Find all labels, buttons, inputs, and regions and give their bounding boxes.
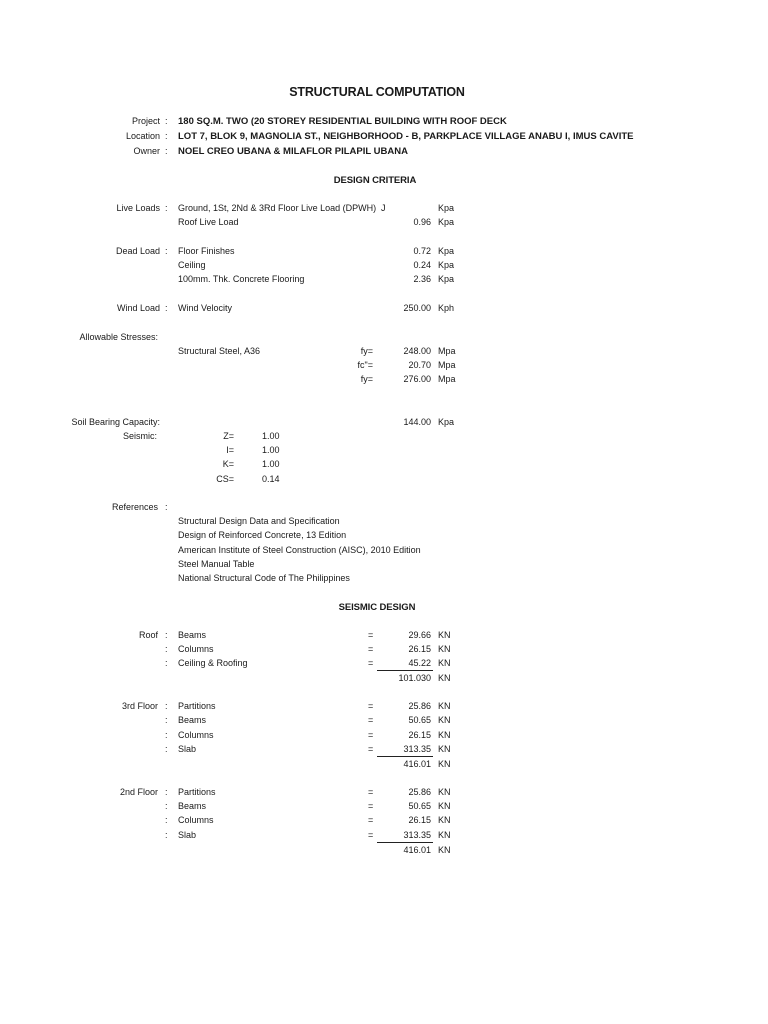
group-label: 2nd Floor	[119, 787, 158, 797]
colon: :	[165, 246, 168, 256]
colon: :	[165, 830, 168, 840]
seismic-design-heading: SEISMIC DESIGN	[338, 602, 416, 613]
colon: :	[165, 787, 168, 797]
group-total: 416.01	[403, 845, 431, 855]
item-unit: KN	[438, 830, 451, 840]
structural-steel-desc: Structural Steel, A36	[178, 346, 261, 356]
stress-symbol: fy=	[360, 374, 373, 384]
item-desc: Columns	[178, 815, 214, 825]
equals-sign: =	[368, 787, 374, 797]
equals-sign: =	[368, 658, 374, 668]
stress-unit: Mpa	[438, 374, 456, 384]
reference-item: Design of Reinforced Concrete, 13 Edition	[178, 530, 347, 540]
roof-live-load-desc: Roof Live Load	[178, 217, 239, 227]
group-label: 3rd Floor	[121, 701, 158, 711]
stress-value: 276.00	[403, 374, 431, 384]
soil-bearing-unit: Kpa	[438, 417, 455, 427]
seismic-value: 1.00	[262, 459, 280, 469]
item-value: 50.65	[408, 801, 431, 811]
colon: :	[165, 801, 168, 811]
item-desc: Slab	[178, 744, 197, 754]
wind-velocity-unit: Kph	[438, 303, 455, 313]
page-title: STRUCTURAL COMPUTATION	[289, 85, 465, 99]
dead-load-value: 0.24	[413, 260, 431, 270]
total-underline	[377, 756, 433, 757]
colon: :	[165, 303, 168, 313]
item-value: 25.86	[408, 787, 431, 797]
owner-label: Owner	[133, 146, 160, 156]
item-desc: Ceiling & Roofing	[178, 658, 248, 668]
dead-load-desc: Floor Finishes	[178, 246, 235, 256]
item-value: 26.15	[408, 815, 431, 825]
seismic-symbol: CS=	[216, 474, 234, 484]
roof-live-load-value: 0.96	[413, 217, 431, 227]
item-desc: Columns	[178, 644, 214, 654]
live-load-desc: Ground, 1St, 2Nd & 3Rd Floor Live Load (DPWH)	[178, 203, 377, 213]
seismic-label: Seismic:	[122, 431, 157, 441]
colon: :	[165, 502, 168, 512]
item-desc: Columns	[178, 730, 214, 740]
stress-unit: Mpa	[438, 360, 456, 370]
item-unit: KN	[438, 701, 451, 711]
dead-load-unit: Kpa	[438, 274, 455, 284]
equals-sign: =	[368, 830, 374, 840]
item-desc: Partitions	[178, 701, 216, 711]
item-desc: Slab	[178, 830, 197, 840]
reference-item: American Institute of Steel Construction (AISC), 2010 Edition	[178, 545, 421, 555]
seismic-value: 1.00	[262, 445, 280, 455]
equals-sign: =	[368, 730, 374, 740]
wind-velocity-value: 250.00	[403, 303, 431, 313]
group-label: Roof	[138, 630, 158, 640]
equals-sign: =	[368, 815, 374, 825]
stress-value: 248.00	[403, 346, 431, 356]
soil-bearing-value: 144.00	[403, 417, 431, 427]
equals-sign: =	[368, 644, 374, 654]
colon: :	[165, 131, 168, 141]
dead-load-unit: Kpa	[438, 246, 455, 256]
item-value: 45.22	[408, 658, 431, 668]
reference-item: Steel Manual Table	[178, 559, 255, 569]
item-unit: KN	[438, 658, 451, 668]
colon: :	[165, 658, 168, 668]
group-total-unit: KN	[438, 759, 451, 769]
colon: :	[165, 644, 168, 654]
colon: :	[165, 701, 168, 711]
equals-sign: =	[368, 630, 374, 640]
equals-sign: =	[368, 744, 374, 754]
item-value: 26.15	[408, 730, 431, 740]
item-value: 50.65	[408, 715, 431, 725]
colon: :	[165, 744, 168, 754]
roof-live-load-unit: Kpa	[438, 217, 455, 227]
project-label: Project	[131, 116, 160, 126]
item-unit: KN	[438, 815, 451, 825]
equals-sign: =	[368, 715, 374, 725]
group-total: 101.030	[398, 673, 431, 683]
item-value: 29.66	[408, 630, 431, 640]
item-value: 25.86	[408, 701, 431, 711]
owner-value: NOEL CREO UBANA & MILAFLOR PILAPIL UBANA	[178, 146, 408, 157]
soil-bearing-label: Soil Bearing Capacity:	[71, 417, 160, 427]
item-unit: KN	[438, 787, 451, 797]
item-unit: KN	[438, 644, 451, 654]
item-desc: Beams	[178, 630, 207, 640]
dead-load-label: Dead Load	[115, 246, 160, 256]
stress-unit: Mpa	[438, 346, 456, 356]
item-unit: KN	[438, 744, 451, 754]
wind-load-label: Wind Load	[116, 303, 160, 313]
allowable-stresses-label: Allowable Stresses:	[79, 332, 158, 342]
dead-load-unit: Kpa	[438, 260, 455, 270]
item-desc: Beams	[178, 715, 207, 725]
total-underline	[377, 670, 433, 671]
dead-load-value: 0.72	[413, 246, 431, 256]
colon: :	[165, 730, 168, 740]
stress-value: 20.70	[408, 360, 431, 370]
item-desc: Beams	[178, 801, 207, 811]
reference-item: National Structural Code of The Philippines	[178, 573, 350, 583]
reference-item: Structural Design Data and Specification	[178, 516, 340, 526]
seismic-value: 1.00	[262, 431, 280, 441]
item-value: 313.35	[403, 744, 431, 754]
group-total: 416.01	[403, 759, 431, 769]
colon: :	[165, 116, 168, 126]
colon: :	[165, 203, 168, 213]
group-total-unit: KN	[438, 845, 451, 855]
item-unit: KN	[438, 730, 451, 740]
dead-load-desc: 100mm. Thk. Concrete Flooring	[178, 274, 305, 284]
dead-load-value: 2.36	[413, 274, 431, 284]
colon: :	[165, 815, 168, 825]
item-value: 26.15	[408, 644, 431, 654]
live-load-mark: J	[381, 203, 386, 213]
references-label: References	[111, 502, 158, 512]
total-underline	[377, 842, 433, 843]
colon: :	[165, 715, 168, 725]
stress-symbol: fy=	[360, 346, 373, 356]
wind-velocity-desc: Wind Velocity	[178, 303, 233, 313]
stress-symbol: fc"=	[357, 360, 373, 370]
item-unit: KN	[438, 715, 451, 725]
item-value: 313.35	[403, 830, 431, 840]
seismic-symbol: K=	[222, 459, 234, 469]
seismic-value: 0.14	[262, 474, 280, 484]
project-value: 180 SQ.M. TWO (20 STOREY RESIDENTIAL BUILDING WITH ROOF DECK	[178, 116, 507, 127]
colon: :	[165, 146, 168, 156]
item-desc: Partitions	[178, 787, 216, 797]
item-unit: KN	[438, 630, 451, 640]
colon: :	[165, 630, 168, 640]
live-load-unit: Kpa	[438, 203, 455, 213]
equals-sign: =	[368, 801, 374, 811]
live-loads-label: Live Loads	[116, 203, 160, 213]
location-label: Location	[125, 131, 160, 141]
seismic-symbol: Z=	[223, 431, 234, 441]
group-total-unit: KN	[438, 673, 451, 683]
design-criteria-heading: DESIGN CRITERIA	[333, 175, 417, 186]
dead-load-desc: Ceiling	[178, 260, 206, 270]
item-unit: KN	[438, 801, 451, 811]
seismic-symbol: I=	[226, 445, 234, 455]
location-value: LOT 7, BLOK 9, MAGNOLIA ST., NEIGHBORHOOD - B, PARKPLACE VILLAGE ANABU I, IMUS CAVITE	[178, 131, 634, 142]
equals-sign: =	[368, 701, 374, 711]
